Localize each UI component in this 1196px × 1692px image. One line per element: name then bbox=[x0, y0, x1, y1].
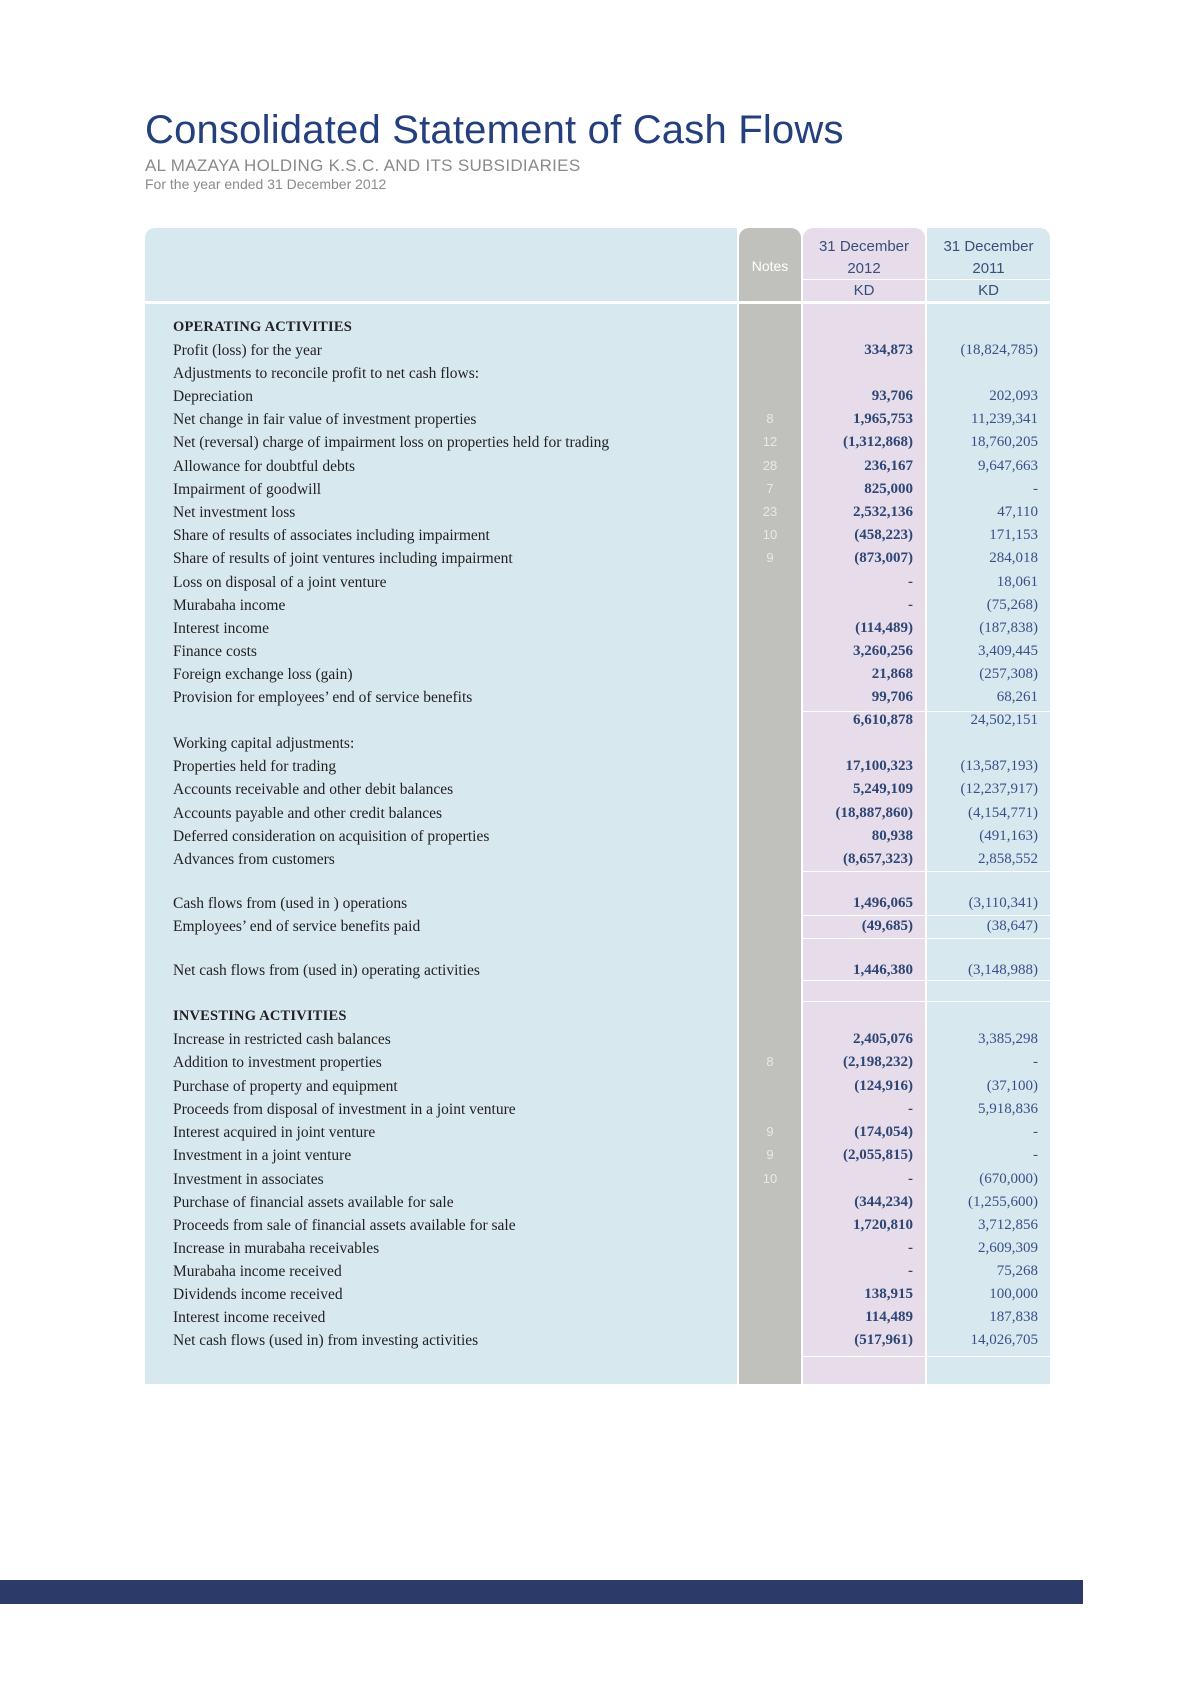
header-divider bbox=[927, 279, 1050, 280]
row-label: Depreciation bbox=[173, 388, 254, 405]
value-2011: 3,385,298 bbox=[978, 1031, 1038, 1047]
value-2012: - bbox=[908, 1101, 913, 1117]
value-2011: (3,110,341) bbox=[968, 895, 1038, 911]
row-note: 9 bbox=[766, 1147, 774, 1162]
row-label: Working capital adjustments: bbox=[173, 735, 355, 752]
value-2011: (3,148,988) bbox=[968, 962, 1038, 978]
value-2011: - bbox=[1033, 1147, 1038, 1163]
table-row bbox=[145, 1121, 1050, 1144]
value-2012: 21,868 bbox=[871, 666, 913, 682]
value-2011: - bbox=[1033, 481, 1038, 497]
page-title: Consolidated Statement of Cash Flows bbox=[145, 108, 844, 152]
row-label: Interest income received bbox=[173, 1309, 326, 1326]
value-2012: 3,260,256 bbox=[853, 643, 913, 659]
value-2012: (2,055,815) bbox=[843, 1147, 913, 1163]
row-divider bbox=[803, 1356, 1050, 1357]
row-label: Properties held for trading bbox=[173, 758, 337, 775]
table-row bbox=[145, 1098, 1050, 1121]
table-row bbox=[145, 1237, 1050, 1260]
value-2012: 80,938 bbox=[871, 828, 913, 844]
row-note: 9 bbox=[766, 550, 774, 565]
value-2012: 1,496,065 bbox=[853, 895, 913, 911]
row-label: Profit (loss) for the year bbox=[173, 342, 322, 359]
footer-bar bbox=[0, 1580, 1083, 1604]
row-label: Purchase of financial assets available for sale bbox=[173, 1194, 454, 1211]
value-2011: (12,237,917) bbox=[960, 781, 1038, 797]
value-2011: 24,502,151 bbox=[970, 712, 1038, 728]
value-2012: (174,054) bbox=[854, 1124, 913, 1140]
value-2011: (187,838) bbox=[979, 620, 1038, 636]
table-row bbox=[145, 1051, 1050, 1074]
row-label: Interest income bbox=[173, 620, 269, 637]
table-row bbox=[145, 848, 1050, 871]
table-row bbox=[145, 959, 1050, 982]
table-row bbox=[145, 825, 1050, 848]
table-row bbox=[145, 732, 1050, 755]
value-2011: 187,838 bbox=[989, 1309, 1038, 1325]
row-label: Finance costs bbox=[173, 643, 257, 660]
table-row bbox=[145, 547, 1050, 570]
value-2012: - bbox=[908, 1263, 913, 1279]
table-row bbox=[145, 1191, 1050, 1214]
value-2012: - bbox=[908, 574, 913, 590]
table-row bbox=[145, 1075, 1050, 1098]
row-label: Allowance for doubtful debts bbox=[173, 458, 356, 475]
table-row bbox=[145, 594, 1050, 617]
row-label: Cash flows from (used in ) operations bbox=[173, 895, 408, 912]
table-row bbox=[145, 431, 1050, 454]
value-2011: (37,100) bbox=[986, 1078, 1038, 1094]
value-2012: 825,000 bbox=[864, 481, 913, 497]
row-label: Net cash flows from (used in) operating activities bbox=[173, 962, 480, 979]
year-2012-header-unit: KD bbox=[853, 282, 875, 299]
value-2011: 3,409,445 bbox=[978, 643, 1038, 659]
value-2011: 2,858,552 bbox=[978, 851, 1038, 867]
row-note: 8 bbox=[766, 1054, 774, 1069]
row-label: Net change in fair value of investment properties bbox=[173, 411, 477, 428]
company-name: AL MAZAYA HOLDING K.S.C. AND ITS SUBSIDIARIES bbox=[145, 156, 581, 175]
value-2012: (873,007) bbox=[854, 550, 913, 566]
table-row bbox=[145, 524, 1050, 547]
year-2011-header-date: 31 December bbox=[943, 238, 1034, 255]
value-2012: (49,685) bbox=[861, 918, 913, 934]
value-2011: (4,154,771) bbox=[968, 805, 1038, 821]
value-2012: 1,965,753 bbox=[853, 411, 913, 427]
row-label: Net (reversal) charge of impairment loss on properties held for trading bbox=[173, 434, 610, 451]
value-2012: 138,915 bbox=[864, 1286, 913, 1302]
row-label: Purchase of property and equipment bbox=[173, 1078, 398, 1095]
value-2011: 5,918,836 bbox=[978, 1101, 1038, 1117]
row-note: 10 bbox=[762, 1171, 778, 1186]
table-row bbox=[145, 501, 1050, 524]
table-row bbox=[145, 478, 1050, 501]
value-2012: 99,706 bbox=[871, 689, 913, 705]
table-row bbox=[145, 640, 1050, 663]
value-2012: 1,446,380 bbox=[853, 962, 913, 978]
value-2012: 236,167 bbox=[864, 458, 913, 474]
year-2012-header bbox=[803, 236, 925, 302]
table-row bbox=[145, 778, 1050, 801]
value-2012: 93,706 bbox=[871, 388, 913, 404]
table-row bbox=[145, 1144, 1050, 1167]
value-2012: 17,100,323 bbox=[845, 758, 913, 774]
value-2012: (114,489) bbox=[855, 620, 913, 636]
table-row bbox=[145, 755, 1050, 778]
value-2011: 11,239,341 bbox=[971, 411, 1038, 427]
value-2011: (38,647) bbox=[986, 918, 1038, 934]
row-label: Adjustments to reconcile profit to net cash flows: bbox=[173, 365, 480, 382]
table-row bbox=[145, 571, 1050, 594]
row-label: Increase in restricted cash balances bbox=[173, 1031, 391, 1048]
table-row bbox=[145, 408, 1050, 431]
value-2011: (257,308) bbox=[979, 666, 1038, 682]
row-note: 10 bbox=[762, 527, 778, 542]
row-label: Share of results of associates including impairment bbox=[173, 527, 490, 544]
row-label: Investment in associates bbox=[173, 1171, 324, 1188]
value-2012: (1,312,868) bbox=[843, 434, 913, 450]
table-row bbox=[145, 617, 1050, 640]
table-row bbox=[145, 362, 1050, 385]
header-divider bbox=[803, 279, 925, 280]
value-2012: 1,720,810 bbox=[853, 1217, 913, 1233]
value-2012: (517,961) bbox=[854, 1332, 913, 1348]
section-heading-row bbox=[145, 1005, 1050, 1028]
row-note: 7 bbox=[766, 481, 774, 496]
value-2011: (670,000) bbox=[979, 1171, 1038, 1187]
value-2011: (1,255,600) bbox=[968, 1194, 1038, 1210]
table-row bbox=[145, 1028, 1050, 1051]
table-row bbox=[145, 915, 1050, 938]
section-heading: OPERATING ACTIVITIES bbox=[173, 319, 352, 335]
table-row bbox=[145, 1214, 1050, 1237]
row-label: Investment in a joint venture bbox=[173, 1147, 352, 1164]
row-divider bbox=[803, 938, 1050, 939]
value-2012: (124,916) bbox=[854, 1078, 913, 1094]
value-2012: - bbox=[908, 597, 913, 613]
row-note: 8 bbox=[766, 411, 774, 426]
table-row bbox=[145, 385, 1050, 408]
row-label: Deferred consideration on acquisition of properties bbox=[173, 828, 490, 845]
table-row bbox=[145, 709, 1050, 732]
value-2012: 2,405,076 bbox=[853, 1031, 913, 1047]
value-2012: 114,489 bbox=[865, 1309, 913, 1325]
value-2011: (75,268) bbox=[986, 597, 1038, 613]
row-label: Interest acquired in joint venture bbox=[173, 1124, 376, 1141]
value-2012: - bbox=[908, 1240, 913, 1256]
cash-flow-table bbox=[145, 228, 1050, 1384]
value-2011: 100,000 bbox=[989, 1286, 1038, 1302]
row-note: 28 bbox=[762, 458, 778, 473]
value-2012: (2,198,232) bbox=[843, 1054, 913, 1070]
row-note: 12 bbox=[762, 434, 778, 449]
row-label: Dividends income received bbox=[173, 1286, 343, 1303]
table-row bbox=[145, 1329, 1050, 1352]
value-2011: (18,824,785) bbox=[960, 342, 1038, 358]
row-divider bbox=[803, 871, 1050, 872]
row-label: Addition to investment properties bbox=[173, 1054, 382, 1071]
row-label: Loss on disposal of a joint venture bbox=[173, 574, 387, 591]
table-row bbox=[145, 686, 1050, 709]
value-2011: 9,647,663 bbox=[978, 458, 1038, 474]
value-2011: 18,760,205 bbox=[970, 434, 1038, 450]
row-label: Foreign exchange loss (gain) bbox=[173, 666, 353, 683]
row-label: Proceeds from disposal of investment in a joint venture bbox=[173, 1101, 516, 1118]
value-2012: 5,249,109 bbox=[853, 781, 913, 797]
table-row bbox=[145, 1283, 1050, 1306]
year-2011-header-unit: KD bbox=[978, 282, 999, 299]
row-label: Impairment of goodwill bbox=[173, 481, 322, 498]
value-2012: 334,873 bbox=[864, 342, 913, 358]
row-divider bbox=[803, 1001, 1050, 1002]
table-row bbox=[145, 455, 1050, 478]
reporting-period: For the year ended 31 December 2012 bbox=[145, 176, 387, 192]
value-2011: 75,268 bbox=[996, 1263, 1038, 1279]
value-2011: 14,026,705 bbox=[970, 1332, 1038, 1348]
year-2012-header-date: 31 December bbox=[818, 238, 910, 255]
value-2012: (8,657,323) bbox=[843, 851, 913, 867]
value-2011: - bbox=[1033, 1054, 1038, 1070]
table-row bbox=[145, 339, 1050, 362]
notes-header: Notes bbox=[751, 258, 789, 274]
value-2012: (18,887,860) bbox=[835, 805, 913, 821]
value-2011: - bbox=[1033, 1124, 1038, 1140]
value-2011: 202,093 bbox=[989, 388, 1038, 404]
row-note: 23 bbox=[762, 504, 778, 519]
value-2012: - bbox=[908, 1171, 913, 1187]
value-2011: 2,609,309 bbox=[978, 1240, 1038, 1256]
value-2012: (344,234) bbox=[854, 1194, 913, 1210]
table-row bbox=[145, 1260, 1050, 1283]
value-2012: (458,223) bbox=[854, 527, 913, 543]
row-label: Net investment loss bbox=[173, 504, 296, 521]
value-2011: 3,712,856 bbox=[978, 1217, 1038, 1233]
year-2012-header-year: 2012 bbox=[847, 260, 881, 277]
row-label: Employees’ end of service benefits paid bbox=[173, 918, 421, 935]
table-row bbox=[145, 1306, 1050, 1329]
value-2011: (13,587,193) bbox=[960, 758, 1038, 774]
value-2011: 171,153 bbox=[989, 527, 1038, 543]
row-label: Advances from customers bbox=[173, 851, 335, 868]
table-row bbox=[145, 663, 1050, 686]
row-label: Murabaha income received bbox=[173, 1263, 342, 1280]
row-label: Net cash flows (used in) from investing activities bbox=[173, 1332, 479, 1349]
year-2011-header-year: 2011 bbox=[972, 260, 1005, 277]
row-label: Proceeds from sale of financial assets available for sale bbox=[173, 1217, 516, 1234]
value-2011: 18,061 bbox=[996, 574, 1038, 590]
table-row bbox=[145, 1168, 1050, 1191]
value-2011: 47,110 bbox=[997, 504, 1038, 520]
row-label: Accounts payable and other credit balances bbox=[173, 805, 442, 822]
header-rule bbox=[145, 301, 1050, 304]
row-label: Share of results of joint ventures including impairment bbox=[173, 550, 513, 567]
year-2011-header bbox=[927, 236, 1050, 302]
value-2012: 2,532,136 bbox=[853, 504, 913, 520]
table-row bbox=[145, 802, 1050, 825]
row-label: Provision for employees’ end of service benefits bbox=[173, 689, 473, 706]
row-label: Increase in murabaha receivables bbox=[173, 1240, 380, 1257]
row-note: 9 bbox=[766, 1124, 774, 1139]
value-2011: (491,163) bbox=[979, 828, 1038, 844]
table-row bbox=[145, 892, 1050, 915]
section-heading-row bbox=[145, 316, 1050, 339]
value-2011: 284,018 bbox=[989, 550, 1038, 566]
value-2011: 68,261 bbox=[996, 689, 1038, 705]
value-2012: 6,610,878 bbox=[853, 712, 913, 728]
row-label: Murabaha income bbox=[173, 597, 286, 614]
section-heading: INVESTING ACTIVITIES bbox=[173, 1008, 347, 1024]
row-label: Accounts receivable and other debit balances bbox=[173, 781, 454, 798]
